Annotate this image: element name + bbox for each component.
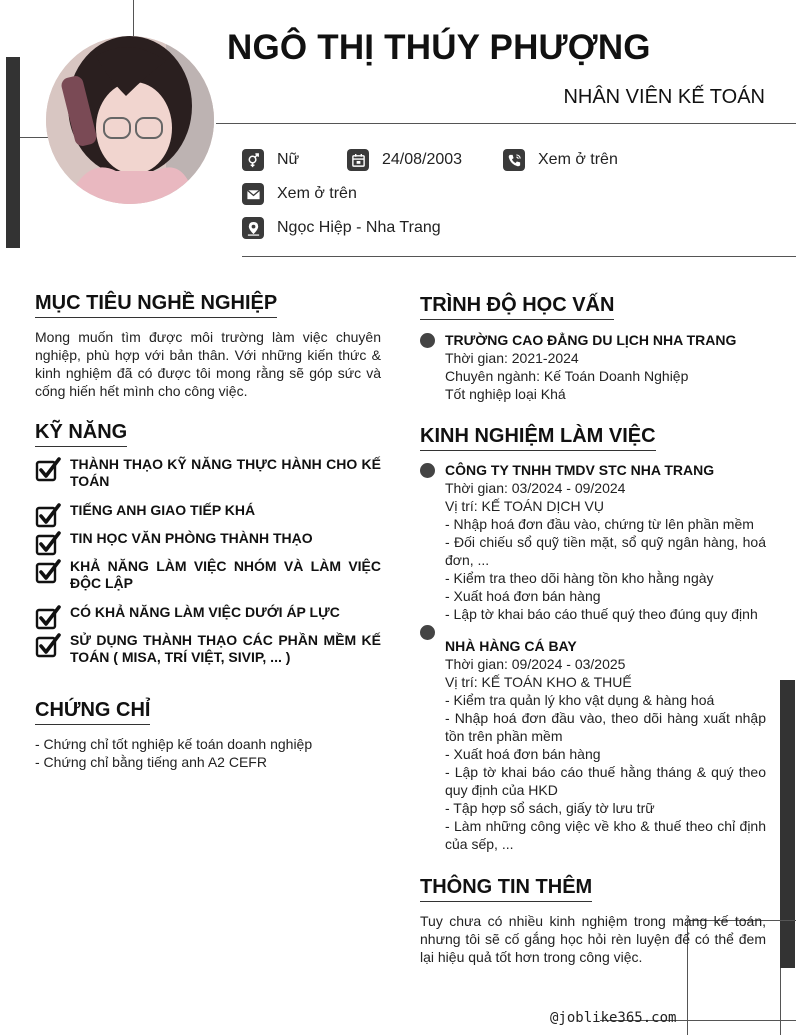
- checkbox-checked-icon: [35, 456, 61, 482]
- extra-info-title: THÔNG TIN THÊM: [420, 876, 592, 902]
- experience-line: - Tập hợp sổ sách, giấy tờ lưu trữ: [445, 800, 655, 816]
- checkbox-checked-icon: [35, 558, 61, 584]
- company-name: NHÀ HÀNG CÁ BAY: [445, 638, 577, 654]
- experience-line: - Xuất hoá đơn bán hàng: [445, 746, 601, 762]
- checkbox-checked-icon: [35, 632, 61, 658]
- experience-line: - Lập tờ khai báo cáo thuế quý theo đúng quy định: [445, 606, 758, 622]
- experience-entry: [420, 625, 766, 853]
- skill-text: THÀNH THẠO KỸ NĂNG THỰC HÀNH CHO KẾ TOÁN: [70, 456, 381, 489]
- checkbox-checked-icon: [35, 502, 61, 528]
- experience-line: - Xuất hoá đơn bán hàng: [445, 588, 601, 604]
- extra-info-text: Tuy chưa có nhiều kinh nghiệm trong mảng kế toán, nhưng tôi sẽ cố gắng học hỏi rèn luyện để có thể đem lại hiệu quả tốt hơn trong công việc.: [420, 913, 766, 965]
- bullet-dot: [420, 625, 435, 640]
- experience-entry: [420, 461, 766, 623]
- experience-line: - Đối chiếu sổ quỹ tiền mặt, sổ quỹ ngân hàng, hoá đơn, ...: [445, 534, 766, 568]
- birthday-row: [347, 149, 462, 171]
- experience-line: - Nhập hoá đơn đầu vào, chứng từ lên phần mềm: [445, 516, 754, 532]
- experience-line: Vị trí: KẾ TOÁN DỊCH VỤ: [445, 498, 604, 514]
- education-line: Thời gian: 2021-2024: [445, 350, 579, 366]
- email-row: [242, 183, 357, 205]
- address-row: [242, 217, 441, 239]
- checkbox-checked-icon: [35, 530, 61, 556]
- experience-line: Thời gian: 03/2024 - 09/2024: [445, 480, 626, 496]
- experience-line: - Lập tờ khai báo cáo thuế hằng tháng & quý theo quy định của HKD: [445, 764, 766, 798]
- skills-title: KỸ NĂNG: [35, 421, 127, 447]
- skill-text: TIN HỌC VĂN PHÒNG THÀNH THẠO: [70, 530, 313, 546]
- experience-title: KINH NGHIỆM LÀM VIỆC: [420, 425, 656, 451]
- experience-line: - Kiểm tra quản lý kho vật dụng & hàng hoá: [445, 692, 715, 708]
- skill-item: [35, 604, 381, 630]
- birthday-value: 24/08/2003: [382, 151, 463, 168]
- phone-value: Xem ở trên: [538, 151, 618, 168]
- education-line: Chuyên ngành: Kế Toán Doanh Nghiệp: [445, 368, 689, 384]
- certificates-title: CHỨNG CHỈ: [35, 699, 150, 725]
- experience-line: - Nhập hoá đơn đầu vào, theo dõi hàng xuất nhập tồn trên phần mềm: [445, 710, 766, 744]
- gender-value: Nữ: [277, 151, 300, 168]
- location-pin-icon: [242, 217, 264, 239]
- bullet-dot: [420, 463, 435, 478]
- gender-icon: [242, 149, 264, 171]
- left-accent-bar: [6, 57, 20, 248]
- gender-row: [242, 149, 299, 171]
- skill-text: KHẢ NĂNG LÀM VIỆC NHÓM VÀ LÀM VIỆC ĐỘC LẬP: [70, 558, 381, 591]
- profile-photo: [46, 36, 214, 204]
- experience-line: Vị trí: KẾ TOÁN KHO & THUẾ: [445, 674, 632, 690]
- calendar-icon: [347, 149, 369, 171]
- phone-icon: [503, 149, 525, 171]
- candidate-name: NGÔ THỊ THÚY PHƯỢNG: [227, 28, 651, 67]
- watermark: @joblike365.com: [550, 1010, 677, 1026]
- school-name: TRƯỜNG CAO ĐẲNG DU LỊCH NHA TRANG: [445, 332, 737, 348]
- info-divider: [242, 256, 796, 257]
- certificate-item: - Chứng chỉ bằng tiếng anh A2 CEFR: [35, 754, 267, 770]
- skill-item: [35, 558, 381, 592]
- header-divider: [216, 123, 796, 124]
- left-horizontal-line: [20, 137, 48, 138]
- experience-line: - Làm những công việc về kho & thuế theo chỉ định của sếp, ...: [445, 818, 766, 852]
- bullet-dot: [420, 333, 435, 348]
- address-value: Ngọc Hiệp - Nha Trang: [277, 219, 441, 236]
- education-line: Tốt nghiệp loại Khá: [445, 386, 566, 402]
- email-icon: [242, 183, 264, 205]
- skill-item: [35, 530, 381, 556]
- certificate-item: - Chứng chỉ tốt nghiệp kế toán doanh nghiệp: [35, 736, 313, 752]
- checkbox-checked-icon: [35, 604, 61, 630]
- experience-line: Thời gian: 09/2024 - 03/2025: [445, 656, 626, 672]
- job-title: NHÂN VIÊN KẾ TOÁN: [563, 86, 765, 108]
- right-accent-bar: [780, 680, 795, 968]
- phone-row: [503, 149, 618, 171]
- skill-text: SỬ DỤNG THÀNH THẠO CÁC PHẦN MỀM KẾ TOÁN ( MISA, TRÍ VIỆT, SIVIP, ... ): [70, 632, 381, 665]
- skill-text: CÓ KHẢ NĂNG LÀM VIỆC DƯỚI ÁP LỰC: [70, 604, 340, 620]
- objective-text: Mong muốn tìm được môi trường làm việc chuyên nghiệp, phù hợp với bản thân. Với những kiến thức & kinh nghiệm đã có được tôi mong rằng sẽ góp sức và cống hiến hết mình cho công việc.: [35, 329, 381, 399]
- education-title: TRÌNH ĐỘ HỌC VẤN: [420, 294, 614, 320]
- experience-line: - Kiểm tra theo dõi hàng tồn kho hằng ngày: [445, 570, 714, 586]
- skill-item: [35, 632, 381, 666]
- certificates-list: [35, 735, 381, 771]
- company-name: CÔNG TY TNHH TMDV STC NHA TRANG: [445, 462, 715, 478]
- bottom-vertical-line-2: [780, 968, 781, 1035]
- skill-text: TIẾNG ANH GIAO TIẾP KHÁ: [70, 502, 256, 518]
- skill-item: [35, 502, 381, 528]
- email-value: Xem ở trên: [277, 185, 357, 202]
- top-vertical-line: [133, 0, 134, 38]
- objective-title: MỤC TIÊU NGHỀ NGHIỆP: [35, 292, 277, 318]
- skill-item: [35, 456, 381, 490]
- education-entry: [420, 331, 766, 403]
